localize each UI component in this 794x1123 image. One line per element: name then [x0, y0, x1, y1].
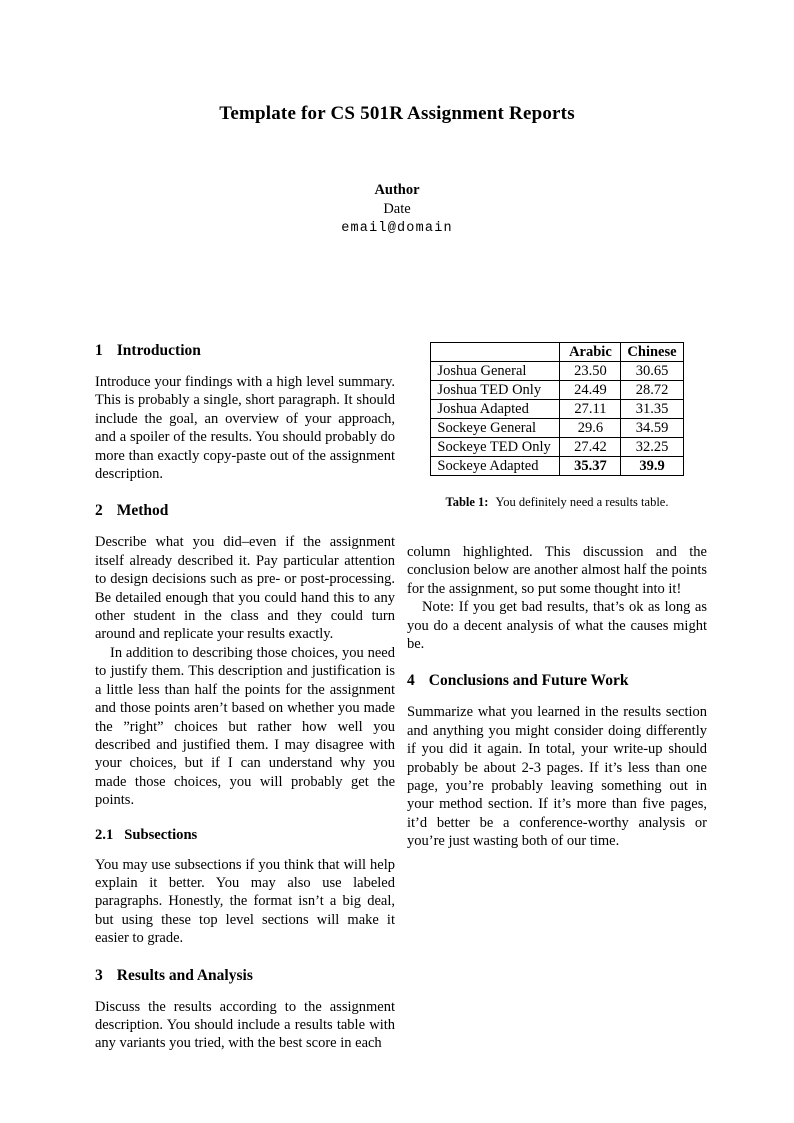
table-caption-label: Table 1:	[445, 495, 489, 509]
table-row	[431, 400, 683, 419]
arabic-score: 35.37	[560, 457, 621, 476]
arabic-score: 27.42	[560, 438, 621, 457]
table-header-arabic: Arabic	[560, 343, 621, 362]
section-number: 1	[95, 342, 103, 359]
table-row	[431, 381, 683, 400]
row-label: Sockeye Adapted	[431, 457, 560, 476]
row-label: Sockeye General	[431, 419, 560, 438]
table-header-empty	[431, 343, 560, 362]
paper-title: Template for CS 501R Assignment Reports	[219, 103, 575, 124]
subsection-number: 2.1	[95, 826, 114, 843]
table-header-row	[431, 343, 683, 362]
subsection-title: Subsections	[124, 826, 198, 843]
left-column	[95, 340, 395, 1053]
row-label: Sockeye TED Only	[431, 438, 560, 457]
chinese-score: 34.59	[621, 419, 683, 438]
section-title: Conclusions and Future Work	[428, 672, 629, 690]
table-caption-text: You definitely need a results table.	[495, 495, 669, 509]
chinese-score: 31.35	[621, 400, 683, 419]
chinese-score: 28.72	[621, 381, 683, 400]
section-number: 4	[407, 672, 415, 690]
paragraph-results-continuation: column highlighted. This discussion and the conclusion below are another almost half the points for the assignment, so put some thought into it!	[407, 544, 707, 597]
date: Date	[383, 201, 411, 217]
section-heading-conclusions	[407, 672, 707, 690]
section-number: 2	[95, 502, 103, 520]
paragraph-method-2: In addition to describing those choices, you need to justify them. This description and justification is a little less than half the points for the assignment and those points aren’t based on whether you made the ”right” choices but rather how well you described and justified them. I may disagree with your choices, but if I can understand why you made those choices, you will probably get the points.	[95, 644, 395, 809]
chinese-score: 30.65	[621, 362, 683, 381]
row-label: Joshua General	[431, 362, 560, 381]
results-table	[430, 342, 683, 476]
section-title: Introduction	[116, 342, 201, 359]
paragraph-method-1: Describe what you did–even if the assignment itself already described it. Pay particular attention to design decisions such as pre- or post-processing. Be detailed enough that you could hand this to any other student in the class and they could turn around and replicate your results exactly.	[95, 534, 395, 643]
paragraph-conclusions: Summarize what you learned in the results section and anything you might consider doing differently if you did it again. In total, your write-up should probably be about 2-3 pages. If it’s less than one page, you’re probably leaving something out in your method section. If it’s more than five pages, it’d better be a conference-worthy analysis or you’re just wasting both of our time.	[407, 704, 707, 850]
arabic-score: 29.6	[560, 419, 621, 438]
arabic-score: 23.50	[560, 362, 621, 381]
row-label: Joshua TED Only	[431, 381, 560, 400]
row-label: Joshua Adapted	[431, 400, 560, 419]
table-caption	[407, 495, 707, 510]
right-column	[407, 340, 707, 1053]
section-heading-results	[95, 967, 395, 985]
paragraph-introduction: Introduce your findings with a high level summary. This is probably a single, short paragraph. It should include the goal, an overview of your approach, and a spoiler of the results. You should probably do more than exactly copy-paste out of the assignment description.	[95, 374, 395, 483]
author-name: Author	[374, 182, 420, 198]
table-row	[431, 419, 683, 438]
table-row	[431, 438, 683, 457]
paragraph-results-note: Note: If you get bad results, that’s ok as long as you do a decent analysis of what the causes might be.	[407, 599, 707, 653]
results-table-float	[407, 342, 707, 510]
section-title: Method	[116, 502, 169, 520]
email-address: email@domain	[341, 221, 453, 236]
subsection-heading-subsections	[95, 827, 395, 844]
section-number: 3	[95, 966, 103, 984]
chinese-score: 32.25	[621, 438, 683, 457]
table-header-chinese: Chinese	[621, 343, 683, 362]
author-block	[0, 181, 794, 238]
arabic-score: 27.11	[560, 400, 621, 419]
section-heading-introduction	[95, 342, 395, 360]
two-column-body	[95, 340, 707, 1053]
arabic-score: 24.49	[560, 381, 621, 400]
paragraph-subsections: You may use subsections if you think that will help explain it better. You may also use labeled paragraphs. Honestly, the format isn’t a big deal, but using these top level sections will make it easier to grade.	[95, 856, 395, 947]
section-heading-method	[95, 502, 395, 520]
chinese-score: 39.9	[621, 457, 683, 476]
table-row-best	[431, 457, 683, 476]
section-title: Results and Analysis	[116, 966, 253, 984]
table-row	[431, 362, 683, 381]
paragraph-results: Discuss the results according to the assignment description. You should include a results table with any variants you tried, with the best score in each	[95, 998, 395, 1052]
